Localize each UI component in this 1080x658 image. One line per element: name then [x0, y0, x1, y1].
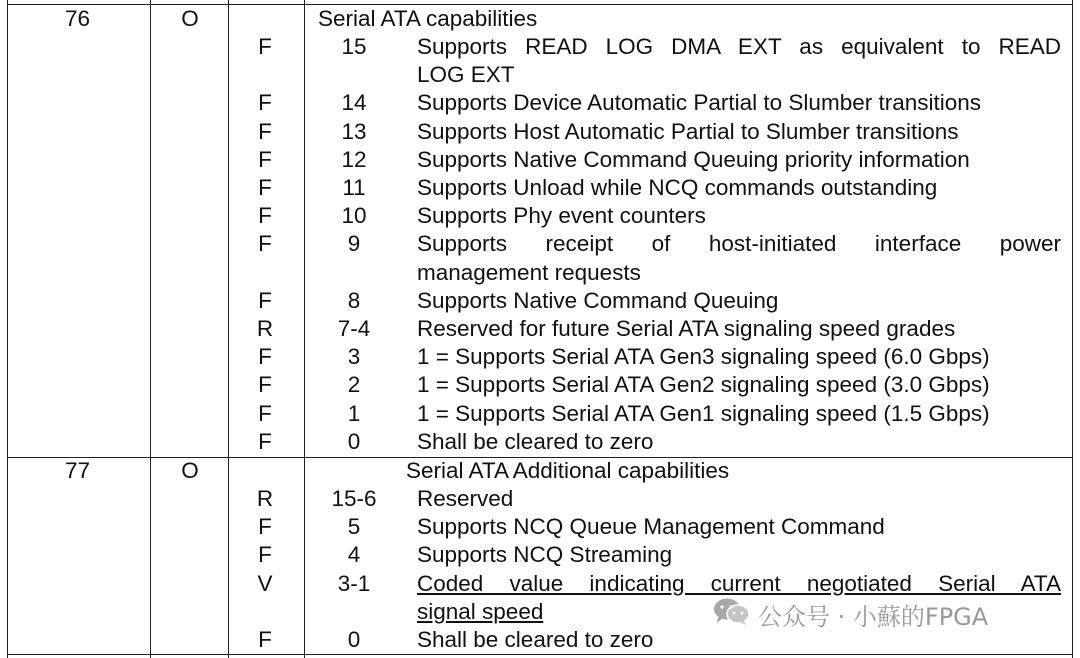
- bit-number: 3: [347, 344, 361, 370]
- table-border-left: [7, 0, 8, 658]
- bit-number: 15: [341, 34, 367, 59]
- field-type: F: [258, 542, 272, 568]
- bit-number: 15-6: [331, 486, 377, 511]
- bit-description: Supports Host Automatic Partial to Slumber transitions: [417, 118, 959, 144]
- bit-number: 7-4: [337, 316, 371, 341]
- field-type: F: [258, 175, 272, 200]
- field-type: F: [258, 203, 272, 229]
- bit-number: 5: [347, 514, 361, 540]
- bit-description: Coded value indicating current negotiated Serial ATA: [417, 570, 1061, 596]
- watermark-text: 公众号 · 小蘇的FPGA: [758, 602, 989, 631]
- wechat-icon: [712, 596, 758, 632]
- bit-description: Supports Device Automatic Partial to Slumber transitions: [417, 90, 982, 116]
- bit-number: 1: [347, 400, 361, 426]
- bit-number: 0: [347, 627, 361, 652]
- bit-description: Supports NCQ Queue Management Command: [417, 514, 885, 540]
- bit-description: Supports Native Command Queuing priority information: [417, 146, 970, 172]
- row-divider: [7, 4, 1073, 5]
- watermark: [712, 598, 988, 630]
- word-number: 77: [64, 458, 91, 483]
- bit-description: LOG EXT: [417, 62, 515, 88]
- bit-number: 0: [347, 428, 361, 454]
- bit-description: signal speed: [417, 598, 544, 624]
- bit-number: 13: [341, 118, 367, 144]
- bit-description: Supports Unload while NCQ commands outstanding: [417, 175, 938, 200]
- bit-description: 1 = Supports Serial ATA Gen1 signaling speed (1.5 Gbps): [417, 400, 990, 426]
- field-type: F: [258, 287, 272, 313]
- bit-description: 1 = Supports Serial ATA Gen3 signaling speed (6.0 Gbps): [417, 344, 990, 370]
- section-title: Serial ATA capabilities: [318, 6, 538, 31]
- field-type: F: [258, 627, 272, 652]
- bit-number: 12: [341, 146, 367, 172]
- bit-description: Supports Native Command Queuing: [417, 287, 779, 313]
- bit-description: 1 = Supports Serial ATA Gen2 signaling speed (3.0 Gbps): [417, 372, 990, 398]
- bit-number: 10: [341, 203, 367, 229]
- section-title: Serial ATA Additional capabilities: [406, 458, 730, 483]
- field-type: F: [258, 90, 272, 116]
- field-type: F: [258, 372, 272, 398]
- bit-number: 3-1: [337, 570, 371, 596]
- bit-description: Shall be cleared to zero: [417, 428, 654, 454]
- field-type: F: [258, 400, 272, 426]
- bit-description: Supports NCQ Streaming: [417, 542, 673, 568]
- field-type: F: [258, 231, 272, 257]
- column-divider: [228, 0, 229, 658]
- bit-description: Reserved: [417, 486, 514, 511]
- bit-description: management requests: [417, 259, 641, 285]
- field-type: F: [258, 514, 272, 540]
- bit-number: 8: [347, 287, 361, 313]
- bit-description: Supports receipt of host-initiated interface power: [417, 231, 1061, 257]
- bit-description: Supports Phy event counters: [417, 203, 706, 229]
- field-type: R: [256, 316, 274, 341]
- field-type: F: [258, 34, 272, 59]
- bit-number: 2: [347, 372, 361, 398]
- column-divider: [304, 0, 305, 658]
- field-type: F: [258, 146, 272, 172]
- bit-number: 9: [347, 231, 361, 257]
- access-code: O: [181, 6, 199, 31]
- bit-description: Supports READ LOG DMA EXT as equivalent to READ: [417, 34, 1061, 59]
- bit-description: Shall be cleared to zero: [417, 627, 654, 652]
- bit-description: Reserved for future Serial ATA signaling speed grades: [417, 316, 956, 341]
- access-code: O: [181, 458, 199, 483]
- field-type: V: [257, 570, 273, 596]
- field-type: F: [258, 428, 272, 454]
- field-type: R: [256, 486, 274, 511]
- bit-number: 11: [342, 175, 366, 200]
- column-divider: [150, 0, 151, 658]
- bit-number: 4: [347, 542, 361, 568]
- row-divider: [7, 654, 1073, 655]
- bit-number: 14: [341, 90, 367, 116]
- table-border-right: [1072, 0, 1073, 658]
- field-type: F: [258, 118, 272, 144]
- word-number: 76: [64, 6, 91, 31]
- field-type: F: [258, 344, 272, 370]
